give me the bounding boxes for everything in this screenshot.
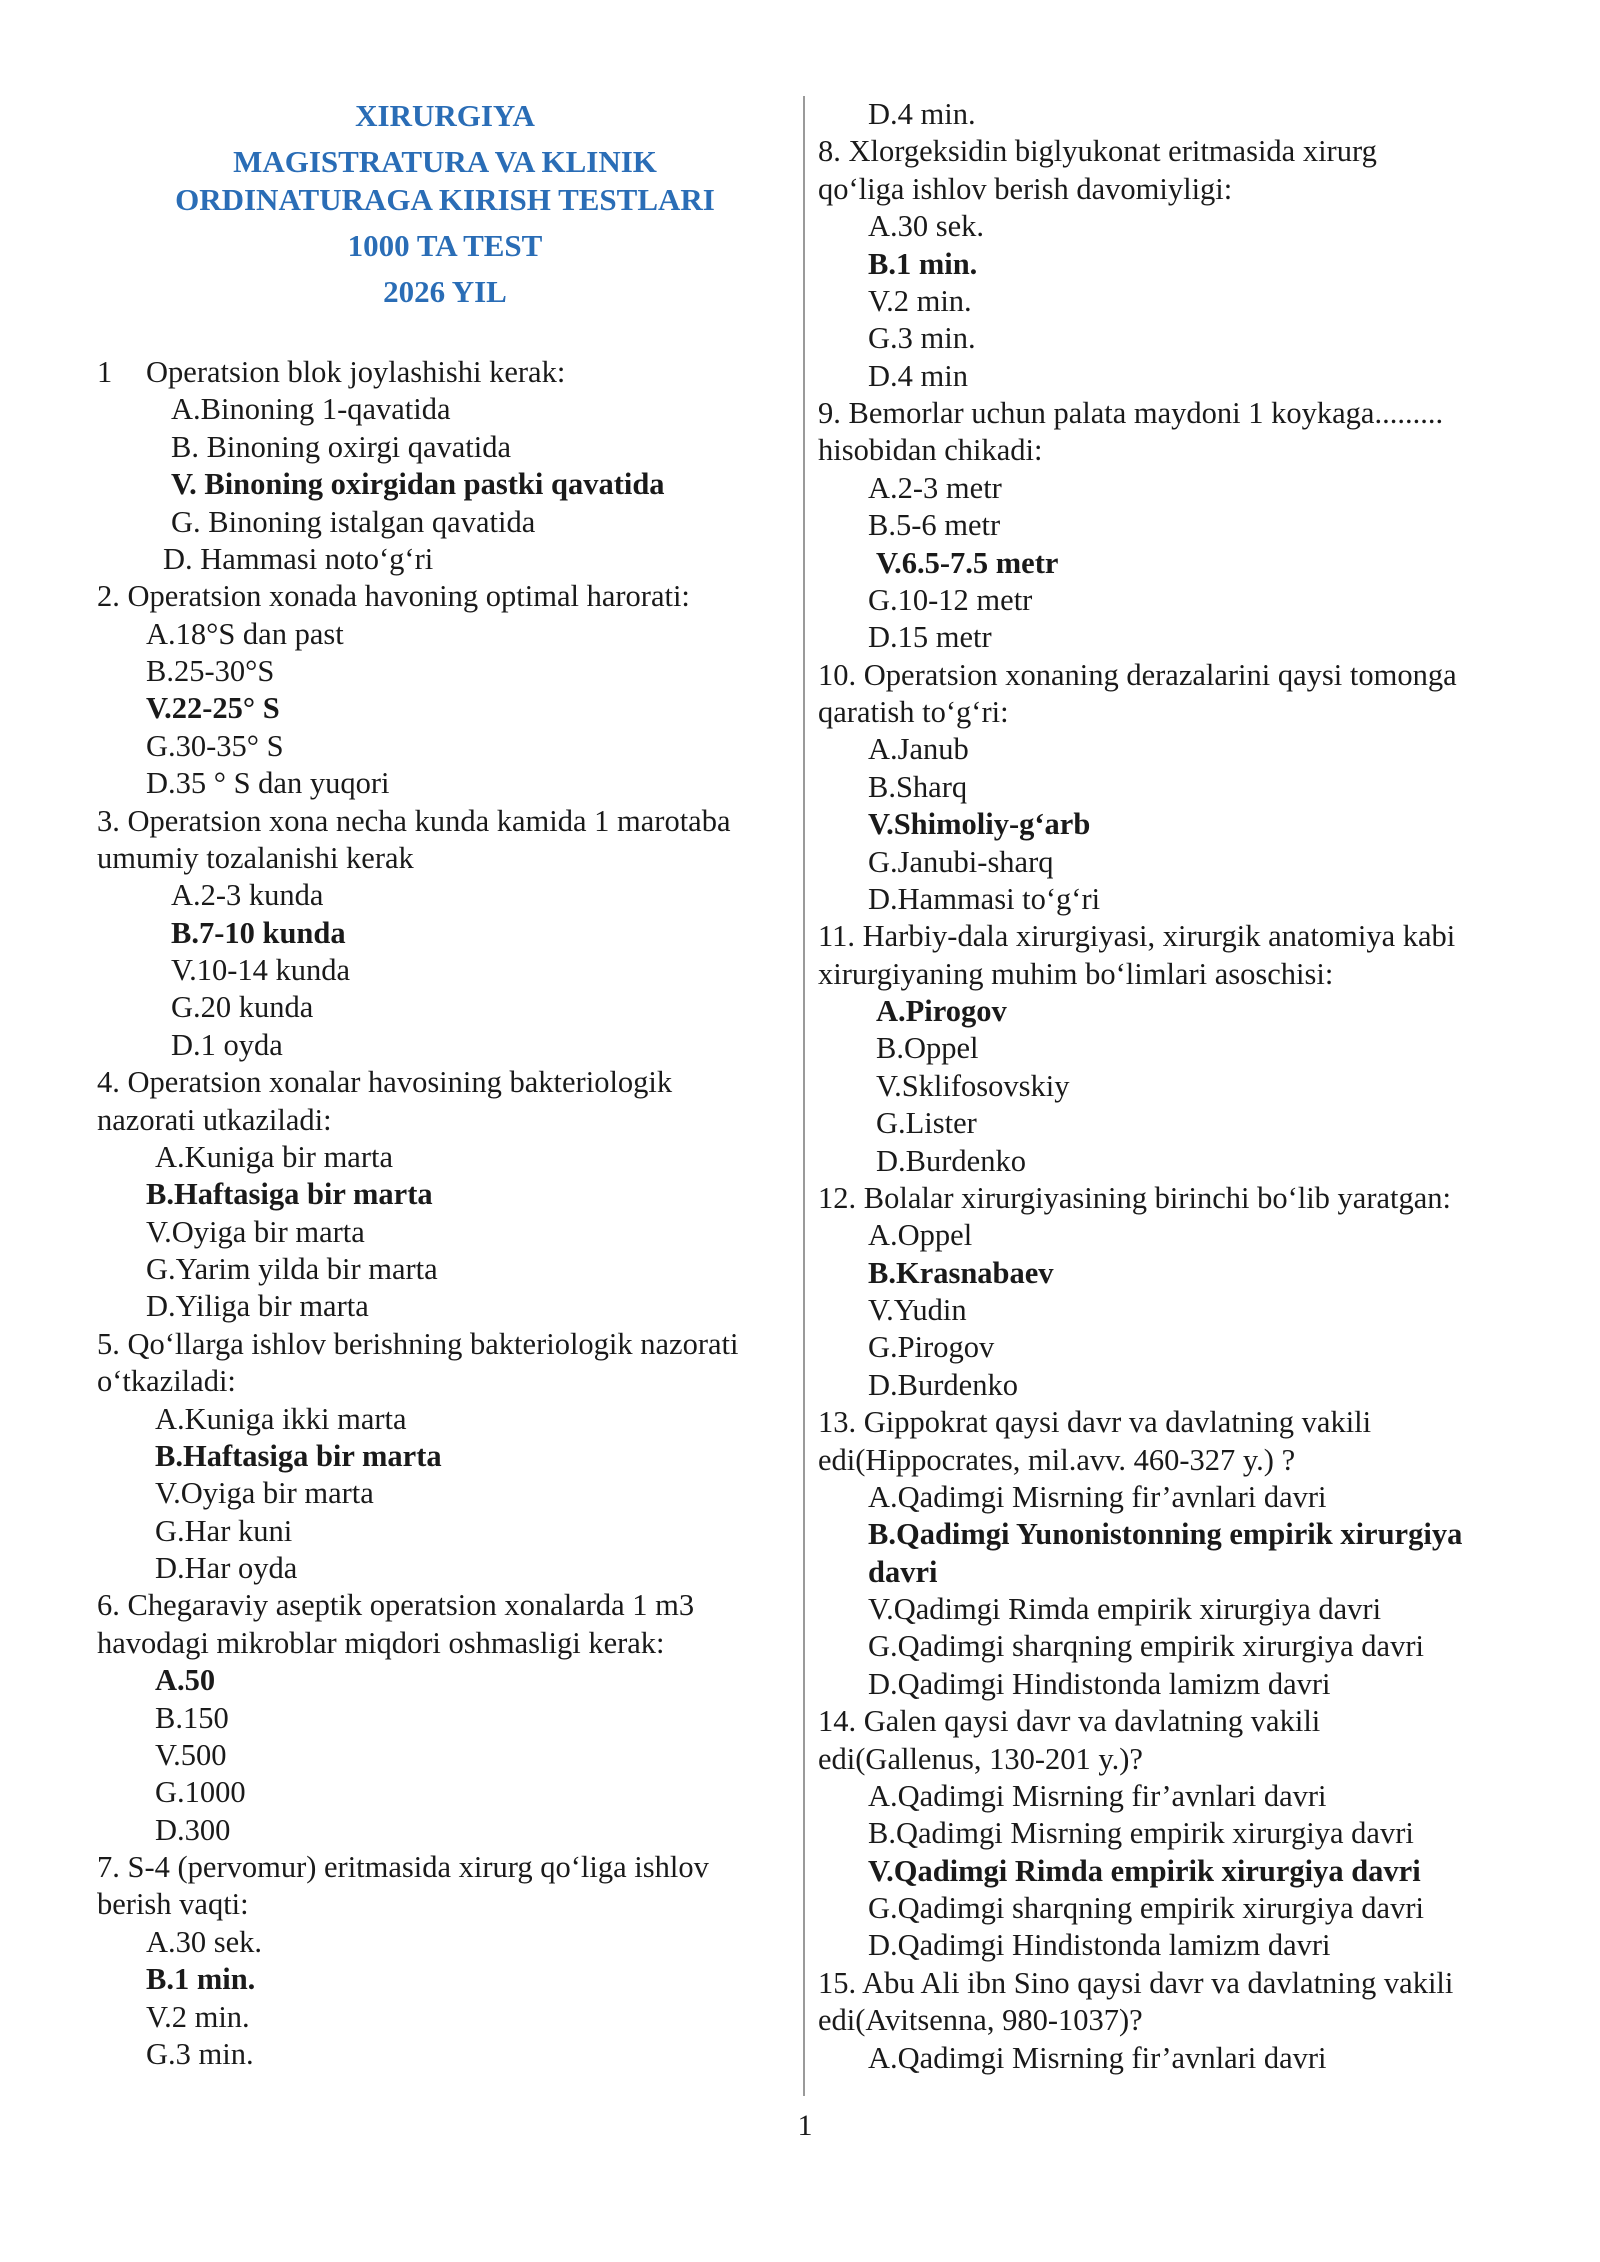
option: G.Janubi-sharq	[868, 845, 1054, 879]
option: D.1 oyda	[171, 1028, 283, 1062]
option: D.Qadimgi Hindistonda lamizm davri	[868, 1928, 1331, 1962]
option: A.2-3 kunda	[171, 878, 324, 912]
option: G.Lister	[876, 1106, 977, 1140]
option: G.Har kuni	[155, 1514, 293, 1548]
question-stem: o‘tkaziladi:	[97, 1364, 236, 1398]
option: B.Sharq	[868, 770, 968, 804]
option: D.300	[155, 1813, 231, 1847]
question-stem: 10. Operatsion xonaning derazalarini qaysi tomonga	[818, 658, 1457, 692]
correct-option: V.22-25° S	[146, 691, 280, 725]
correct-option: V.Shimoliy-g‘arb	[868, 807, 1091, 841]
option: V.Yudin	[868, 1293, 967, 1327]
option: G. Binoning istalgan qavatida	[171, 505, 536, 539]
question-stem: 11. Harbiy-dala xirurgiyasi, xirurgik anatomiya kabi	[818, 919, 1456, 953]
doc-title-line2: ORDINATURAGA KIRISH TESTLARI	[175, 182, 715, 217]
option: B.Qadimgi Misrning empirik xirurgiya davri	[868, 1816, 1414, 1850]
option: G.20 kunda	[171, 990, 314, 1024]
option: A.Janub	[868, 732, 969, 766]
question-stem: 5. Qo‘llarga ishlov berishning bakteriologik nazorati	[97, 1327, 739, 1361]
option: G.3 min.	[868, 321, 976, 355]
option: D.Burdenko	[868, 1368, 1018, 1402]
question-stem: edi(Avitsenna, 980-1037)?	[818, 2003, 1143, 2037]
option: D.4 min	[868, 359, 968, 393]
column-divider	[803, 96, 805, 2096]
correct-option: B.1 min.	[868, 247, 978, 281]
question-stem: hisobidan chikadi:	[818, 433, 1043, 467]
question-stem: umumiy tozalanishi kerak	[97, 841, 414, 875]
option: D.Burdenko	[876, 1144, 1026, 1178]
doc-subject: XIRURGIYA	[355, 98, 535, 133]
option: V.Oyiga bir marta	[146, 1215, 365, 1249]
option: G.Pirogov	[868, 1330, 995, 1364]
doc-test-count: 1000 TA TEST	[347, 228, 543, 263]
option: V.Sklifosovskiy	[876, 1069, 1070, 1103]
option: V.Oyiga bir marta	[155, 1476, 374, 1510]
doc-year: 2026 YIL	[383, 274, 507, 309]
question-stem: xirurgiyaning muhim bo‘limlari asoschisi:	[818, 957, 1334, 991]
correct-option: B.Haftasiga bir marta	[146, 1177, 433, 1211]
correct-option: B.1 min.	[146, 1962, 256, 1996]
option: A.Qadimgi Misrning fir’avnlari davri	[868, 1480, 1327, 1514]
question-number: 1	[97, 355, 113, 389]
correct-option: davri	[868, 1555, 938, 1589]
question-stem: 3. Operatsion xona necha kunda kamida 1 marotaba	[97, 804, 731, 838]
doc-title-line1: MAGISTRATURA VA KLINIK	[233, 144, 657, 179]
question-stem: 7. S-4 (pervomur) eritmasida xirurg qo‘liga ishlov	[97, 1850, 709, 1884]
question-stem: edi(Hippocrates, mil.avv. 460-327 y.) ?	[818, 1443, 1296, 1477]
option: A.Oppel	[868, 1218, 973, 1252]
option: A.30 sek.	[868, 209, 985, 243]
correct-option: V. Binoning oxirgidan pastki qavatida	[171, 467, 665, 501]
correct-option: B.Haftasiga bir marta	[155, 1439, 442, 1473]
option: B.Oppel	[876, 1031, 979, 1065]
option: G.Qadimgi sharqning empirik xirurgiya davri	[868, 1629, 1424, 1663]
option: D.4 min.	[868, 97, 976, 131]
question-stem: 2. Operatsion xonada havoning optimal harorati:	[97, 579, 690, 613]
option: A.Qadimgi Misrning fir’avnlari davri	[868, 2041, 1327, 2075]
option: A.Qadimgi Misrning fir’avnlari davri	[868, 1779, 1327, 1813]
option: D.Hammasi to‘g‘ri	[868, 882, 1101, 916]
option: B.25-30°S	[146, 654, 275, 688]
option: A.Kuniga bir marta	[155, 1140, 393, 1174]
question-stem: 12. Bolalar xirurgiyasining birinchi bo‘lib yaratgan:	[818, 1181, 1452, 1215]
option: G.10-12 metr	[868, 583, 1033, 617]
option: G.3 min.	[146, 2037, 254, 2071]
option: G.30-35° S	[146, 729, 284, 763]
option: V.500	[155, 1738, 227, 1772]
correct-option: V.6.5-7.5 metr	[876, 546, 1059, 580]
option: A.Binoning 1-qavatida	[171, 392, 451, 426]
option: D.Har oyda	[155, 1551, 298, 1585]
question-stem: nazorati utkaziladi:	[97, 1103, 332, 1137]
correct-option: B.Krasnabaev	[868, 1256, 1054, 1290]
question-stem: Operatsion blok joylashishi kerak:	[146, 355, 566, 389]
correct-option: A.50	[155, 1663, 216, 1697]
option: B. Binoning oxirgi qavatida	[171, 430, 511, 464]
option: A.18°S dan past	[146, 617, 344, 651]
question-stem: 9. Bemorlar uchun palata maydoni 1 koykaga.........	[818, 396, 1444, 430]
option: A.Kuniga ikki marta	[155, 1402, 407, 1436]
question-stem: havodagi mikroblar miqdori oshmasligi kerak:	[97, 1626, 665, 1660]
option: V.Qadimgi Rimda empirik xirurgiya davri	[868, 1592, 1382, 1626]
option: D.15 metr	[868, 620, 992, 654]
option: G.1000	[155, 1775, 246, 1809]
option: D.35 ° S dan yuqori	[146, 766, 390, 800]
question-stem: edi(Gallenus, 130-201 y.)?	[818, 1742, 1143, 1776]
question-stem: qaratish to‘g‘ri:	[818, 695, 1009, 729]
option: V.2 min.	[146, 2000, 250, 2034]
option: V.2 min.	[868, 284, 972, 318]
option: D.Qadimgi Hindistonda lamizm davri	[868, 1667, 1331, 1701]
option: G.Qadimgi sharqning empirik xirurgiya davri	[868, 1891, 1424, 1925]
option: A.30 sek.	[146, 1925, 263, 1959]
correct-option: A.Pirogov	[876, 994, 1007, 1028]
question-stem: 8. Xlorgeksidin biglyukonat eritmasida xirurg	[818, 134, 1377, 168]
question-stem: 14. Galen qaysi davr va davlatning vakili	[818, 1704, 1321, 1738]
question-stem: berish vaqti:	[97, 1887, 249, 1921]
option: D. Hammasi noto‘g‘ri	[163, 542, 434, 576]
correct-option: V.Qadimgi Rimda empirik xirurgiya davri	[868, 1854, 1421, 1888]
option: V.10-14 kunda	[171, 953, 351, 987]
option: G.Yarim yilda bir marta	[146, 1252, 438, 1286]
question-stem: 13. Gippokrat qaysi davr va davlatning vakili	[818, 1405, 1372, 1439]
page-number: 1	[797, 2109, 813, 2142]
option: D.Yiliga bir marta	[146, 1289, 369, 1323]
option: B.150	[155, 1701, 229, 1735]
option: B.5-6 metr	[868, 508, 1001, 542]
correct-option: B.Qadimgi Yunonistonning empirik xirurgiya	[868, 1517, 1463, 1551]
question-stem: 4. Operatsion xonalar havosining bakteriologik	[97, 1065, 673, 1099]
question-stem: qo‘liga ishlov berish davomiyligi:	[818, 172, 1233, 206]
question-stem: 15. Abu Ali ibn Sino qaysi davr va davlatning vakili	[818, 1966, 1454, 2000]
correct-option: B.7-10 kunda	[171, 916, 346, 950]
question-stem: 6. Chegaraviy aseptik operatsion xonalarda 1 m3	[97, 1588, 695, 1622]
option: A.2-3 metr	[868, 471, 1002, 505]
